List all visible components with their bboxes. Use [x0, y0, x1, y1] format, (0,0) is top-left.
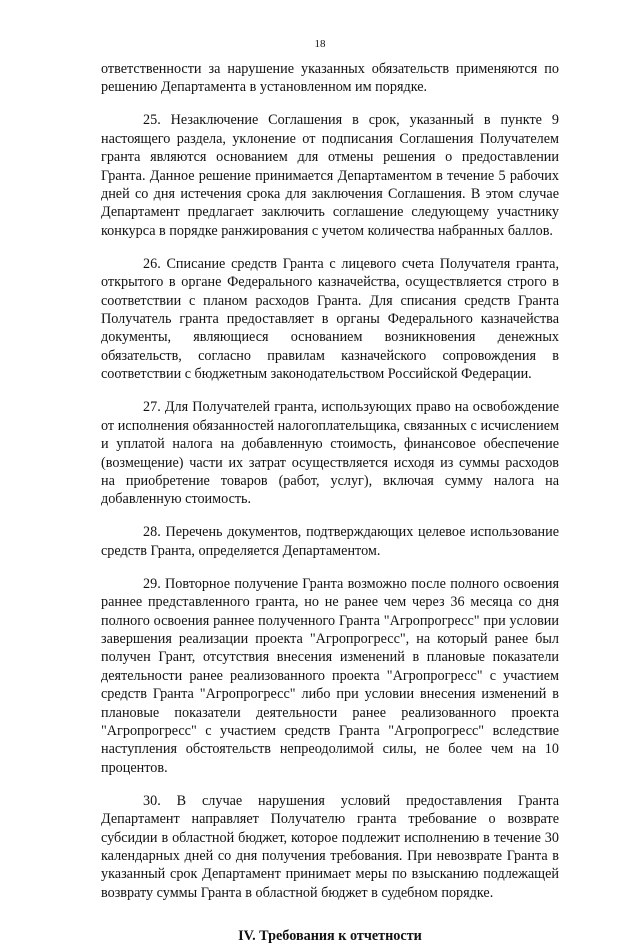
paragraph-29: 29. Повторное получение Гранта возможно после полного освоения раннее представленного гранта, но не ранее чем через 36 месяца со дня полного освоения раннее полученного Гранта "Агропрогресс" при условии завершения реализации проекта "Агропрогресс", на который ранее был получен Грант, отсутствия внесения изменений в плановые показатели деятельности ранее реализованного проекта "Агропрогресс" с участием средств Гранта "Агропрогресс" либо при условии внесения изменений в плановые показатели деятельности ранее реализованного проекта "Агропрогресс" с участием средств Гранта "Агропрогресс" вследствие наступления обстоятельств непреодолимой силы, не более чем на 10 процентов.: [101, 575, 559, 776]
paragraph-25: 25. Незаключение Соглашения в срок, указанный в пункте 9 настоящего раздела, уклонение от подписания Соглашения Получателем гранта являются основанием для отмены решения о предоставлении Гранта. Данное решение принимается Департаментом в течение 5 рабочих дней со дня истечения срока для заключения Соглашения. В этом случае Департамент предлагает заключить соглашение следующему участнику конкурса в порядке ранжирования с учетом количества набранных баллов.: [101, 112, 559, 239]
paragraph-28: 28. Перечень документов, подтверждающих целевое использование средств Гранта, определяется Департаментом.: [101, 524, 559, 559]
section-heading: IV. Требования к отчетности: [238, 928, 422, 945]
paragraph-continuation: ответственности за нарушение указанных обязательств применяются по решению Департамента в установленном им порядке.: [101, 61, 559, 96]
paragraph-26: 26. Списание средств Гранта с лицевого счета Получателя гранта, открытого в органе Федерального казначейства, осуществляется строго в соответствии с планом расходов Гранта. Для списания средств Гранта Получатель гранта предоставляет в органы Федерального казначейства документы, являющиеся основанием возникновения денежных обязательств, согласно правилам казначейского сопровождения в соответствии с бюджетным законодательством Российской Федерации.: [101, 255, 559, 383]
document-body: [101, 60, 559, 946]
paragraph-27: 27. Для Получателей гранта, использующих право на освобождение от исполнения обязанностей налогоплательщика, связанных с исчислением и уплатой налога на добавленную стоимость, финансовое обеспечение (возмещение) части их затрат осуществляется исходя из суммы расходов на приобретение товаров (работ, услуг), включая сумму налога на добавленную стоимость.: [101, 399, 559, 508]
paragraph-30: 30. В случае нарушения условий предоставления Гранта Департамент направляет Получателю гранта требование о возврате субсидии в областной бюджет, которое подлежит исполнению в течение 30 календарных дней со дня получения требования. При невозврате Гранта в указанный срок Департамент принимает меры по взысканию подлежащей возврату суммы Гранта в областной бюджет в судебном порядке.: [101, 792, 559, 901]
page-number: 18: [314, 38, 326, 50]
